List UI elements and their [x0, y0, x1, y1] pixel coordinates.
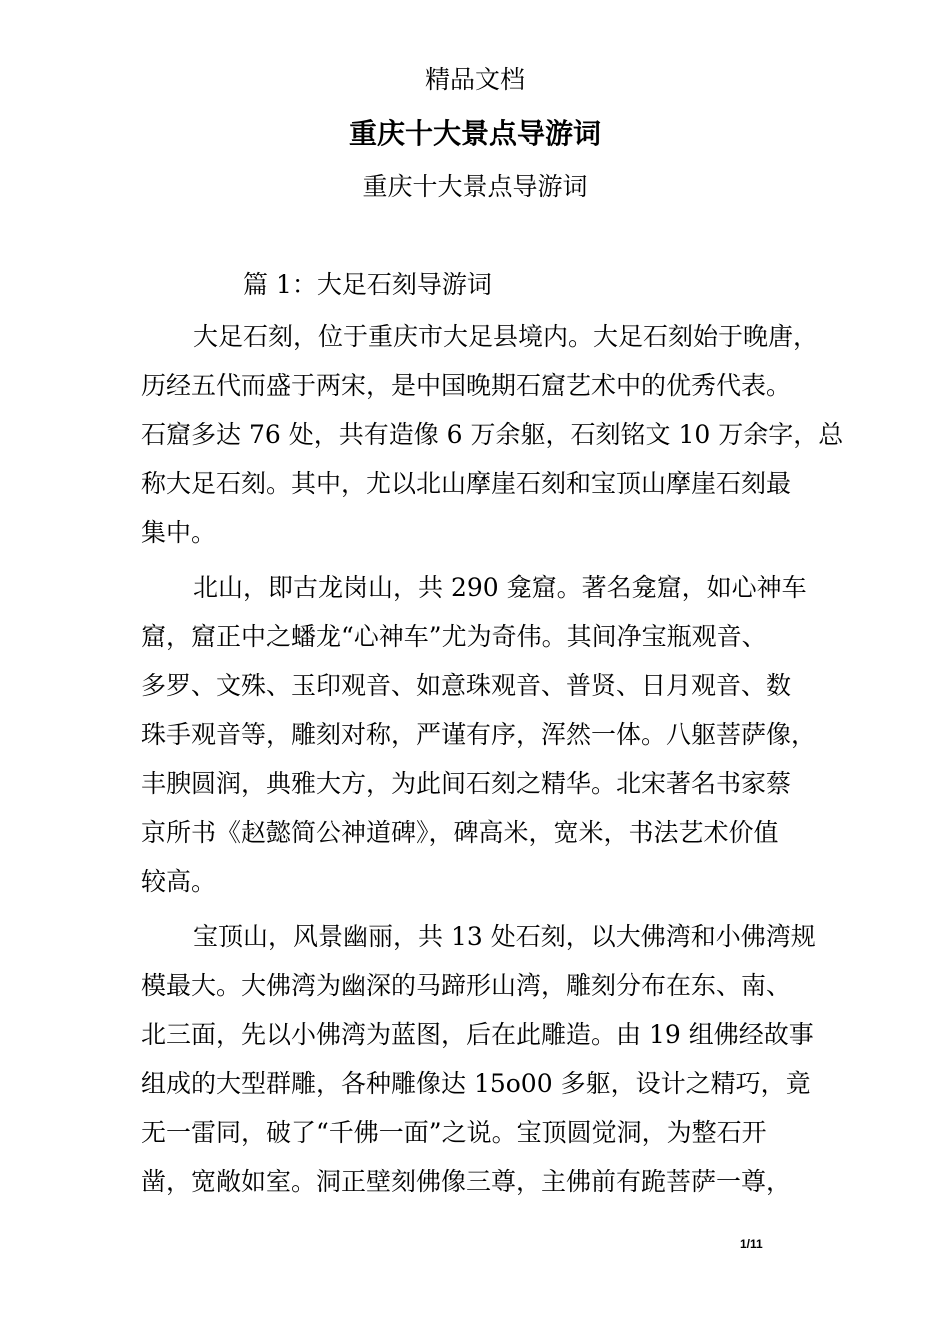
text-line: 较高。 [141, 867, 217, 896]
text-line: 称大足石刻。其中，尤以北山摩崖石刻和宝顶山摩崖石刻最 [141, 469, 792, 498]
text-line: 丰腴圆润，典雅大方，为此间石刻之精华。北宋著名书家蔡 [141, 769, 792, 798]
article-heading: 篇 1：大足石刻导游词 [243, 270, 492, 299]
text-line: 北三面，先以小佛湾为蓝图，后在此雕造。由 19 组佛经故事 [141, 1020, 814, 1049]
text-line: 凿，宽敞如室。洞正壁刻佛像三尊，主佛前有跪菩萨一尊， [141, 1167, 792, 1196]
document-header-label: 精品文档 [424, 65, 525, 94]
text-line: 珠手观音等，雕刻对称，严谨有序，浑然一体。八躯菩萨像， [141, 720, 817, 749]
paragraph [141, 912, 825, 1206]
text-line: 京所书《赵懿简公神道碑》，碑高米，宽米，书法艺术价值 [141, 818, 779, 847]
text-line: 宝顶山，风景幽丽，共 13 处石刻，以大佛湾和小佛湾规 [193, 922, 816, 951]
text-line: 石窟多达 76 处，共有造像 6 万余躯，石刻铭文 10 万余字，总 [141, 420, 844, 449]
text-line: 窟，窟正中之蟠龙“心神车”尤为奇伟。其间净宝瓶观音、 [141, 622, 767, 651]
document-title: 重庆十大景点导游词 [348, 117, 601, 150]
text-line: 历经五代而盛于两宋，是中国晚期石窟艺术中的优秀代表。 [141, 371, 792, 400]
text-line: 多罗、文殊、玉印观音、如意珠观音、普贤、日月观音、数 [141, 671, 792, 700]
text-line: 无一雷同，破了“千佛一面”之说。宝顶圆觉洞，为整石开 [141, 1118, 767, 1147]
text-line: 北山，即古龙岗山，共 290 龛窟。著名龛窟，如心神车 [193, 573, 807, 602]
paragraph [141, 312, 844, 557]
text-line: 组成的大型群雕，各种雕像达 15o00 多躯，设计之精巧，竟 [141, 1069, 811, 1098]
text-line: 大足石刻，位于重庆市大足县境内。大足石刻始于晚唐， [193, 322, 819, 351]
text-line: 集中。 [141, 518, 217, 547]
document-body [141, 312, 844, 1212]
paragraph [141, 563, 825, 906]
document-subtitle: 重庆十大景点导游词 [362, 172, 588, 201]
page-number: 1/11 [740, 1237, 763, 1251]
text-line: 模最大。大佛湾为幽深的马蹄形山湾，雕刻分布在东、南、 [141, 971, 792, 1000]
